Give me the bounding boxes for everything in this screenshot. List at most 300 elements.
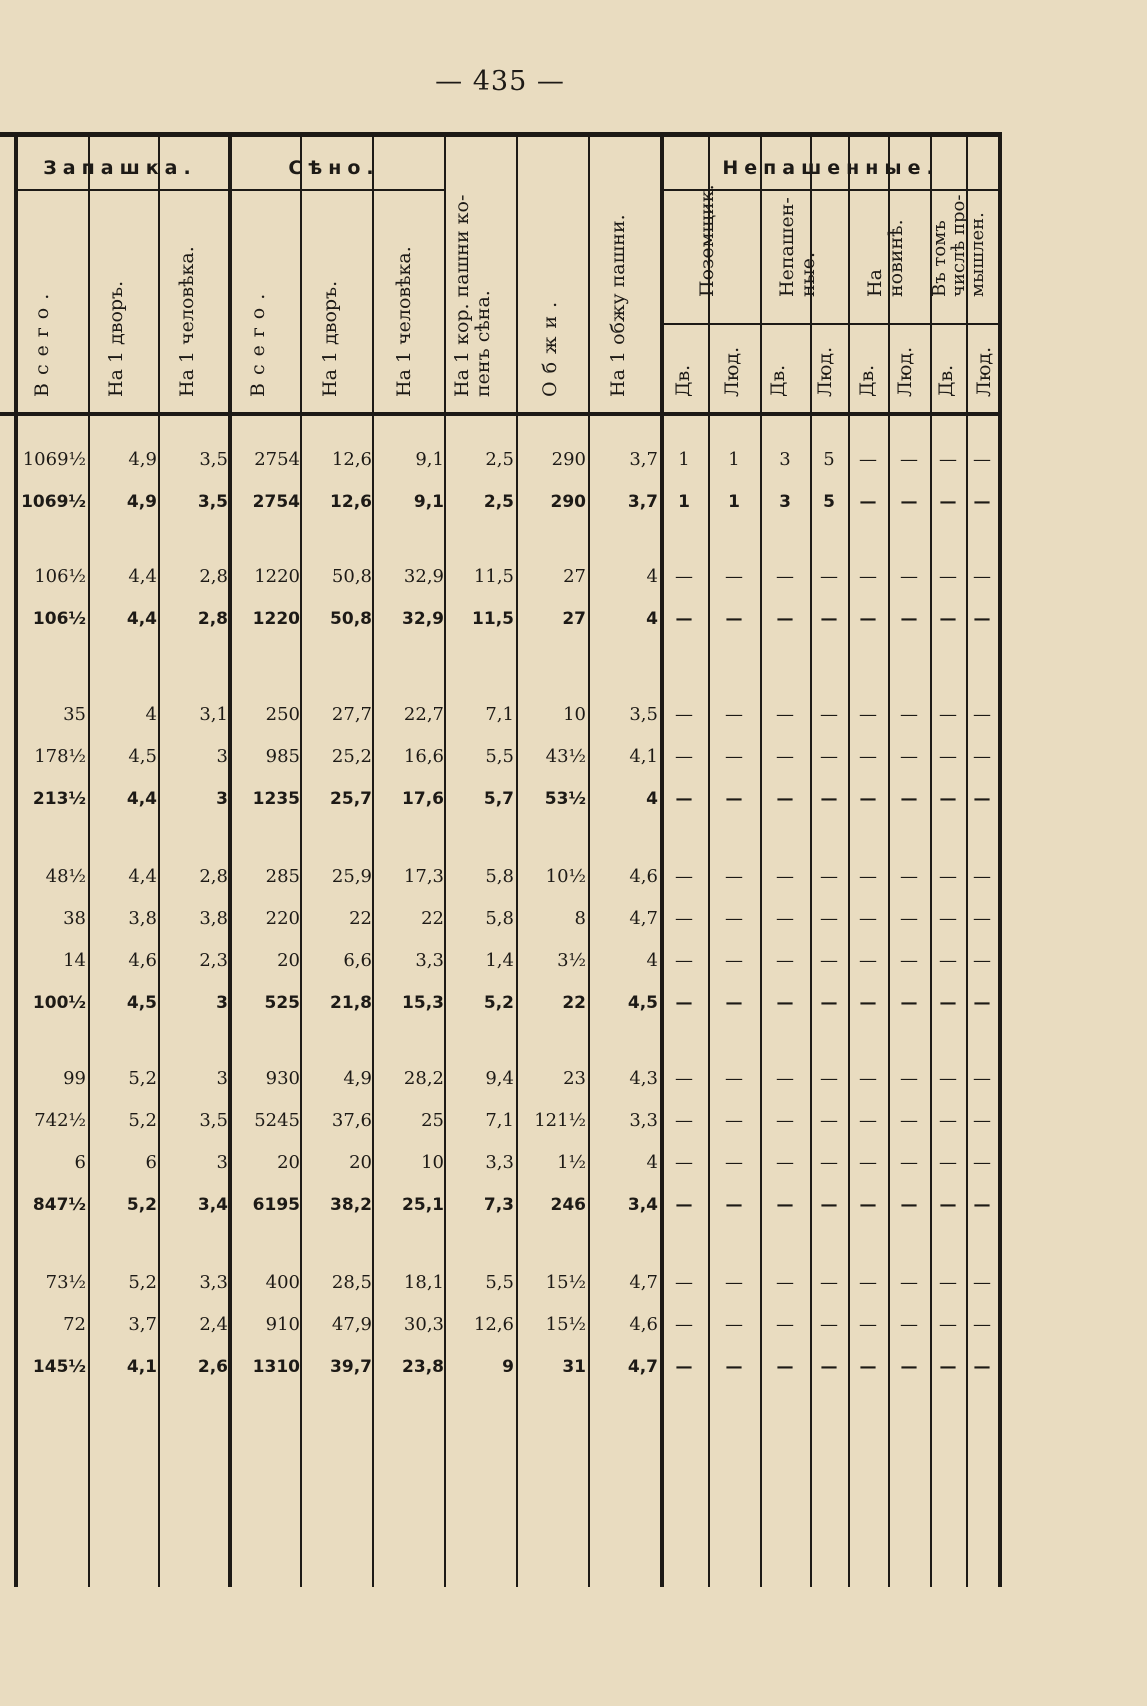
table-cell: 18,1 — [403, 1272, 444, 1293]
table-cell: 3 — [216, 1068, 228, 1089]
table-cell: 2,6 — [197, 1357, 228, 1377]
header-nepashennye-sub: Непашен- ные. — [776, 197, 819, 297]
table-cell: 12,6 — [330, 492, 372, 512]
table-cell: 22 — [421, 908, 444, 929]
table-cell: — — [900, 492, 918, 512]
table-cell: 28,5 — [331, 1272, 372, 1293]
table-cell: 5,2 — [483, 993, 514, 1013]
table-cell: 12,6 — [473, 1314, 514, 1335]
table-cell: — — [900, 1110, 918, 1131]
table-cell: — — [675, 609, 693, 629]
table-cell: 3½ — [557, 950, 586, 971]
table-cell: — — [820, 866, 838, 887]
table-cell: — — [859, 993, 877, 1013]
group-title-seno: Сѣно. — [288, 157, 380, 179]
header-zapashka-na-chelovek: На 1 человѣка. — [176, 246, 198, 397]
table-cell: 50,8 — [330, 609, 372, 629]
table-cell: — — [900, 908, 918, 929]
table-cell: — — [776, 609, 794, 629]
table-cell: 106½ — [32, 609, 86, 629]
table-cell: 3 — [779, 449, 791, 470]
table-cell: 9,1 — [415, 449, 444, 470]
table-cell: — — [973, 1152, 991, 1173]
header-na-novine: На новинѣ. — [864, 219, 907, 297]
table-cell: 5,8 — [485, 908, 514, 929]
table-cell: — — [725, 789, 743, 809]
table-cell: — — [776, 1110, 794, 1131]
table-cell: — — [859, 1195, 877, 1215]
table-cell: 6195 — [252, 1195, 300, 1215]
table-cell: — — [973, 1195, 991, 1215]
table-cell: 290 — [550, 492, 586, 512]
table-cell: — — [675, 908, 693, 929]
table-cell: 17,6 — [402, 789, 444, 809]
table-cell: — — [675, 1068, 693, 1089]
table-cell: 4,5 — [627, 993, 658, 1013]
table-cell: 7,1 — [485, 1110, 514, 1131]
table-cell: — — [939, 449, 957, 470]
table-cell: 4,4 — [128, 866, 157, 887]
table-cell: 4,1 — [126, 1357, 157, 1377]
table-cell: 3 — [216, 1152, 228, 1173]
table-cell: — — [675, 566, 693, 587]
table-cell: — — [973, 1314, 991, 1335]
table-cell: — — [859, 1152, 877, 1173]
table-cell: — — [939, 704, 957, 725]
table-cell: 27 — [563, 566, 586, 587]
table-cell: 2,5 — [483, 492, 514, 512]
table-cell: 5,5 — [485, 1272, 514, 1293]
header-rule — [14, 189, 444, 191]
table-cell: 9,4 — [485, 1068, 514, 1089]
table-cell: 50,8 — [331, 566, 372, 587]
table-cell: 10½ — [545, 866, 586, 887]
table-cell: 37,6 — [331, 1110, 372, 1131]
table-cell: 525 — [264, 993, 300, 1013]
table-cell: 1,4 — [485, 950, 514, 971]
table-cell: 11,5 — [472, 609, 514, 629]
table-cell: — — [725, 746, 743, 767]
table-cell: — — [973, 1110, 991, 1131]
table-cell: 4,4 — [126, 609, 157, 629]
table-cell: — — [675, 789, 693, 809]
table-cell: 1069½ — [22, 449, 86, 470]
table-cell: — — [973, 993, 991, 1013]
table-cell: 290 — [551, 449, 586, 470]
table-cell: 25,2 — [331, 746, 372, 767]
table-cell: — — [675, 1110, 693, 1131]
header-pozemshik-lyud: Люд. — [721, 346, 743, 397]
table-cell: — — [939, 1068, 957, 1089]
table-cell: 250 — [265, 704, 300, 725]
table-cell: 1220 — [252, 609, 300, 629]
table-cell: — — [973, 789, 991, 809]
table-cell: 5,5 — [485, 746, 514, 767]
table-cell: — — [939, 609, 957, 629]
table-cell: — — [675, 1152, 693, 1173]
table-cell: 15½ — [545, 1272, 586, 1293]
header-rule — [660, 323, 1000, 325]
table-cell: 3 — [216, 993, 228, 1013]
table-cell: — — [820, 1195, 838, 1215]
table-cell: 25 — [421, 1110, 444, 1131]
table-cell: — — [900, 449, 918, 470]
table-cell: — — [859, 950, 877, 971]
table-cell: 930 — [265, 1068, 300, 1089]
table-cell: 5245 — [254, 1110, 300, 1131]
table-cell: 38 — [63, 908, 86, 929]
table-cell: — — [725, 566, 743, 587]
table-cell: 2,8 — [199, 566, 228, 587]
table-cell: 53½ — [544, 789, 586, 809]
table-cell: — — [820, 993, 838, 1013]
table-cell: 43½ — [545, 746, 586, 767]
table-cell: 16,6 — [403, 746, 444, 767]
table-cell: 28,2 — [403, 1068, 444, 1089]
table-cell: — — [675, 1195, 693, 1215]
header-zapashka-vsego: Всего. — [31, 285, 53, 397]
table-cell: — — [939, 789, 957, 809]
table-cell: 4 — [145, 704, 157, 725]
header-seno-na-chelovek: На 1 человѣка. — [393, 246, 415, 397]
table-cell: 4,4 — [128, 566, 157, 587]
table-cell: — — [939, 1272, 957, 1293]
table-cell: 25,1 — [402, 1195, 444, 1215]
table-cell: 4,9 — [128, 449, 157, 470]
table-cell: 22 — [349, 908, 372, 929]
table-cell: — — [939, 566, 957, 587]
table-cell: 6 — [145, 1152, 157, 1173]
table-cell: 2,5 — [485, 449, 514, 470]
table-cell: — — [675, 950, 693, 971]
table-cell: — — [859, 566, 877, 587]
table-cell: 99 — [63, 1068, 86, 1089]
table-cell: 1 — [678, 449, 690, 470]
table-cell: — — [725, 1195, 743, 1215]
header-na-novine-dv: Дв. — [856, 364, 878, 397]
table-cell: — — [973, 704, 991, 725]
table-cell: 4 — [646, 789, 658, 809]
table-cell: — — [820, 1068, 838, 1089]
header-pozemshik-dv: Дв. — [672, 364, 694, 397]
table-cell: — — [820, 789, 838, 809]
table-cell: 220 — [265, 908, 300, 929]
table-cell: 2754 — [254, 449, 300, 470]
table-right-border — [998, 137, 1002, 1587]
table-cell: 8 — [574, 908, 586, 929]
header-v-tom-chisle: Въ томъ числѣ про- мышлен. — [929, 194, 988, 297]
table-cell: 15,3 — [402, 993, 444, 1013]
table-cell: — — [675, 746, 693, 767]
table-cell: — — [900, 1068, 918, 1089]
table-cell: 4,9 — [343, 1068, 372, 1089]
table-cell: — — [725, 1314, 743, 1335]
table-cell: — — [900, 866, 918, 887]
table-cell: 4,1 — [629, 746, 658, 767]
table-cell: — — [675, 866, 693, 887]
table-cell: — — [900, 566, 918, 587]
table-cell: — — [900, 746, 918, 767]
group-title-zapashka: Запашка. — [43, 157, 197, 179]
table-cell: 31 — [562, 1357, 586, 1377]
table-cell: — — [725, 866, 743, 887]
table-cell: — — [973, 1272, 991, 1293]
table-cell: — — [820, 908, 838, 929]
table-cell: 5,2 — [128, 1068, 157, 1089]
table-cell: 985 — [265, 746, 300, 767]
header-na-kor-pashni: На 1 кор. пашни ко- пенъ сѣна. — [451, 194, 494, 397]
table-cell: 20 — [277, 1152, 300, 1173]
table-cell: — — [725, 950, 743, 971]
table-cell: — — [820, 704, 838, 725]
table-cell: — — [820, 566, 838, 587]
table-cell: — — [973, 1068, 991, 1089]
table-cell: — — [973, 566, 991, 587]
table-cell: — — [973, 492, 991, 512]
table-cell: — — [859, 449, 877, 470]
table-cell: — — [973, 746, 991, 767]
table-cell: — — [725, 1152, 743, 1173]
table-cell: 4 — [646, 950, 658, 971]
table-cell: — — [820, 1357, 838, 1377]
table-cell: 5,2 — [128, 1272, 157, 1293]
table-cell: — — [973, 609, 991, 629]
table-cell: — — [900, 789, 918, 809]
table-cell: — — [725, 993, 743, 1013]
table-cell: — — [820, 1314, 838, 1335]
table-cell: 1 — [678, 492, 690, 512]
table-cell: 73½ — [45, 1272, 86, 1293]
table-cell: — — [859, 908, 877, 929]
table-cell: 5,2 — [128, 1110, 157, 1131]
table-cell: — — [939, 1195, 957, 1215]
table-cell: 106½ — [34, 566, 86, 587]
table-cell: 1½ — [557, 1152, 586, 1173]
table-cell: 22,7 — [403, 704, 444, 725]
table-cell: 38,2 — [330, 1195, 372, 1215]
header-v-tom-chisle-dv: Дв. — [935, 364, 957, 397]
table-cell: 10 — [563, 704, 586, 725]
table-cell: — — [859, 1314, 877, 1335]
table-cell: 4,3 — [629, 1068, 658, 1089]
table-cell: — — [675, 993, 693, 1013]
table-cell: 1 — [728, 492, 740, 512]
table-cell: 2754 — [252, 492, 300, 512]
table-cell: 27,7 — [331, 704, 372, 725]
table-cell: — — [859, 492, 877, 512]
header-v-tom-chisle-lyud: Люд. — [973, 346, 995, 397]
table-cell: 910 — [265, 1314, 300, 1335]
table-cell: 4,6 — [128, 950, 157, 971]
table-cell: 3,7 — [128, 1314, 157, 1335]
table-cell: — — [939, 993, 957, 1013]
table-cell: 4,9 — [126, 492, 157, 512]
table-cell: — — [776, 1195, 794, 1215]
table-cell: 5,8 — [485, 866, 514, 887]
table-cell: 30,3 — [403, 1314, 444, 1335]
table-cell: 4 — [646, 609, 658, 629]
table-cell: 3,1 — [199, 704, 228, 725]
page-number: — 435 — — [435, 66, 565, 97]
table-cell: — — [859, 789, 877, 809]
table-cell: 4,6 — [629, 1314, 658, 1335]
table-cell: — — [725, 908, 743, 929]
table-cell: 15½ — [545, 1314, 586, 1335]
table-cell: 35 — [63, 704, 86, 725]
table-cell: 3 — [216, 746, 228, 767]
table-cell: — — [725, 1110, 743, 1131]
table-cell: 4,7 — [627, 1357, 658, 1377]
group-title-nepashennye: Непашенные. — [722, 157, 940, 179]
table-cell: 178½ — [34, 746, 86, 767]
table-cell: — — [675, 704, 693, 725]
table-cell: 2,8 — [197, 609, 228, 629]
header-pozemshik: Поземщик. — [696, 184, 718, 297]
header-nepashennye-dv: Дв. — [767, 364, 789, 397]
table-cell: 5,7 — [483, 789, 514, 809]
table-cell: — — [675, 1272, 693, 1293]
table-cell: — — [939, 492, 957, 512]
table-cell: 32,9 — [402, 609, 444, 629]
table-cell: 20 — [277, 950, 300, 971]
table-cell: 3,4 — [197, 1195, 228, 1215]
table-cell: 23 — [563, 1068, 586, 1089]
table-cell: 1310 — [252, 1357, 300, 1377]
table-cell: — — [725, 1357, 743, 1377]
table-cell: — — [939, 1110, 957, 1131]
table-cell: 3,5 — [199, 449, 228, 470]
table-cell: — — [900, 704, 918, 725]
header-zapashka-na-dvor: На 1 дворъ. — [105, 280, 127, 397]
table-cell: 4,7 — [629, 1272, 658, 1293]
table-cell: — — [939, 950, 957, 971]
table-cell: 32,9 — [403, 566, 444, 587]
table-cell: — — [725, 609, 743, 629]
table-cell: 5 — [823, 449, 835, 470]
table-cell: — — [859, 1110, 877, 1131]
table-cell: — — [776, 950, 794, 971]
table-cell: — — [820, 950, 838, 971]
table-cell: 20 — [349, 1152, 372, 1173]
table-cell: 246 — [550, 1195, 586, 1215]
table-cell: — — [776, 1152, 794, 1173]
table-cell: 11,5 — [473, 566, 514, 587]
table-cell: 1235 — [252, 789, 300, 809]
table-cell: — — [859, 866, 877, 887]
table-cell: — — [776, 1272, 794, 1293]
table-cell: — — [776, 866, 794, 887]
table-cell: 742½ — [34, 1110, 86, 1131]
table-cell: 145½ — [32, 1357, 86, 1377]
table-cell: 3 — [216, 789, 228, 809]
table-cell: — — [939, 866, 957, 887]
table-cell: — — [900, 1152, 918, 1173]
table-cell: — — [725, 704, 743, 725]
table-cell: 3,7 — [627, 492, 658, 512]
table-cell: — — [776, 908, 794, 929]
table-cell: 3,5 — [197, 492, 228, 512]
table-cell: 4 — [646, 566, 658, 587]
table-cell: 3,7 — [629, 449, 658, 470]
table-cell: — — [776, 746, 794, 767]
table-cell: 3,3 — [485, 1152, 514, 1173]
table-cell: — — [939, 1314, 957, 1335]
table-cell: 1 — [728, 449, 740, 470]
header-seno-vsego: Всего. — [247, 285, 269, 397]
table-cell: — — [900, 609, 918, 629]
table-cell: — — [776, 1314, 794, 1335]
table-cell: 9,1 — [413, 492, 444, 512]
table-cell: 1220 — [254, 566, 300, 587]
table-cell: 121½ — [534, 1110, 586, 1131]
table-cell: 4,5 — [126, 993, 157, 1013]
table-cell: 3,5 — [629, 704, 658, 725]
header-obzhi: Обжи. — [539, 293, 561, 397]
table-cell: 100½ — [32, 993, 86, 1013]
table-cell: 4,7 — [629, 908, 658, 929]
table-cell: 12,6 — [331, 449, 372, 470]
header-na-obzhu: На 1 обжу пашни. — [607, 214, 629, 397]
table-cell: — — [859, 609, 877, 629]
table-cell: 25,9 — [331, 866, 372, 887]
table-cell: — — [973, 1357, 991, 1377]
table-cell: 2,8 — [199, 866, 228, 887]
table-cell: 5,2 — [126, 1195, 157, 1215]
header-nepashennye-lyud: Люд. — [814, 346, 836, 397]
table-cell: 22 — [562, 993, 586, 1013]
table-cell: — — [973, 908, 991, 929]
table-cell: 1069½ — [21, 492, 86, 512]
table-cell: — — [675, 1357, 693, 1377]
table-cell: 3,8 — [128, 908, 157, 929]
table-cell: 48½ — [45, 866, 86, 887]
table-cell: — — [820, 1272, 838, 1293]
table-cell: — — [939, 746, 957, 767]
table-cell: — — [820, 1152, 838, 1173]
table-cell: 10 — [421, 1152, 444, 1173]
table-cell: — — [725, 1068, 743, 1089]
table-cell: 4,4 — [126, 789, 157, 809]
table-cell: 3,3 — [629, 1110, 658, 1131]
table-cell: — — [776, 704, 794, 725]
table-cell: 72 — [63, 1314, 86, 1335]
table-cell: 213½ — [32, 789, 86, 809]
table-cell: — — [939, 1357, 957, 1377]
table-cell: 5 — [823, 492, 835, 512]
table-cell: — — [900, 1357, 918, 1377]
table-cell: 21,8 — [330, 993, 372, 1013]
table-cell: 3,3 — [199, 1272, 228, 1293]
table-cell: 3,3 — [415, 950, 444, 971]
table-cell: — — [859, 746, 877, 767]
table-cell: 25,7 — [330, 789, 372, 809]
table-cell: — — [820, 609, 838, 629]
table-cell: — — [859, 1272, 877, 1293]
table-cell: — — [900, 1314, 918, 1335]
header-seno-na-dvor: На 1 дворъ. — [319, 280, 341, 397]
table-cell: — — [820, 746, 838, 767]
table-cell: 14 — [63, 950, 86, 971]
table-cell: — — [776, 993, 794, 1013]
table-cell: — — [900, 1272, 918, 1293]
table-cell: 4,5 — [128, 746, 157, 767]
table-cell: — — [900, 993, 918, 1013]
table-cell: 4 — [646, 1152, 658, 1173]
table-cell: 3,8 — [199, 908, 228, 929]
table-cell: — — [973, 866, 991, 887]
table-cell: 400 — [265, 1272, 300, 1293]
table-cell: — — [725, 1272, 743, 1293]
